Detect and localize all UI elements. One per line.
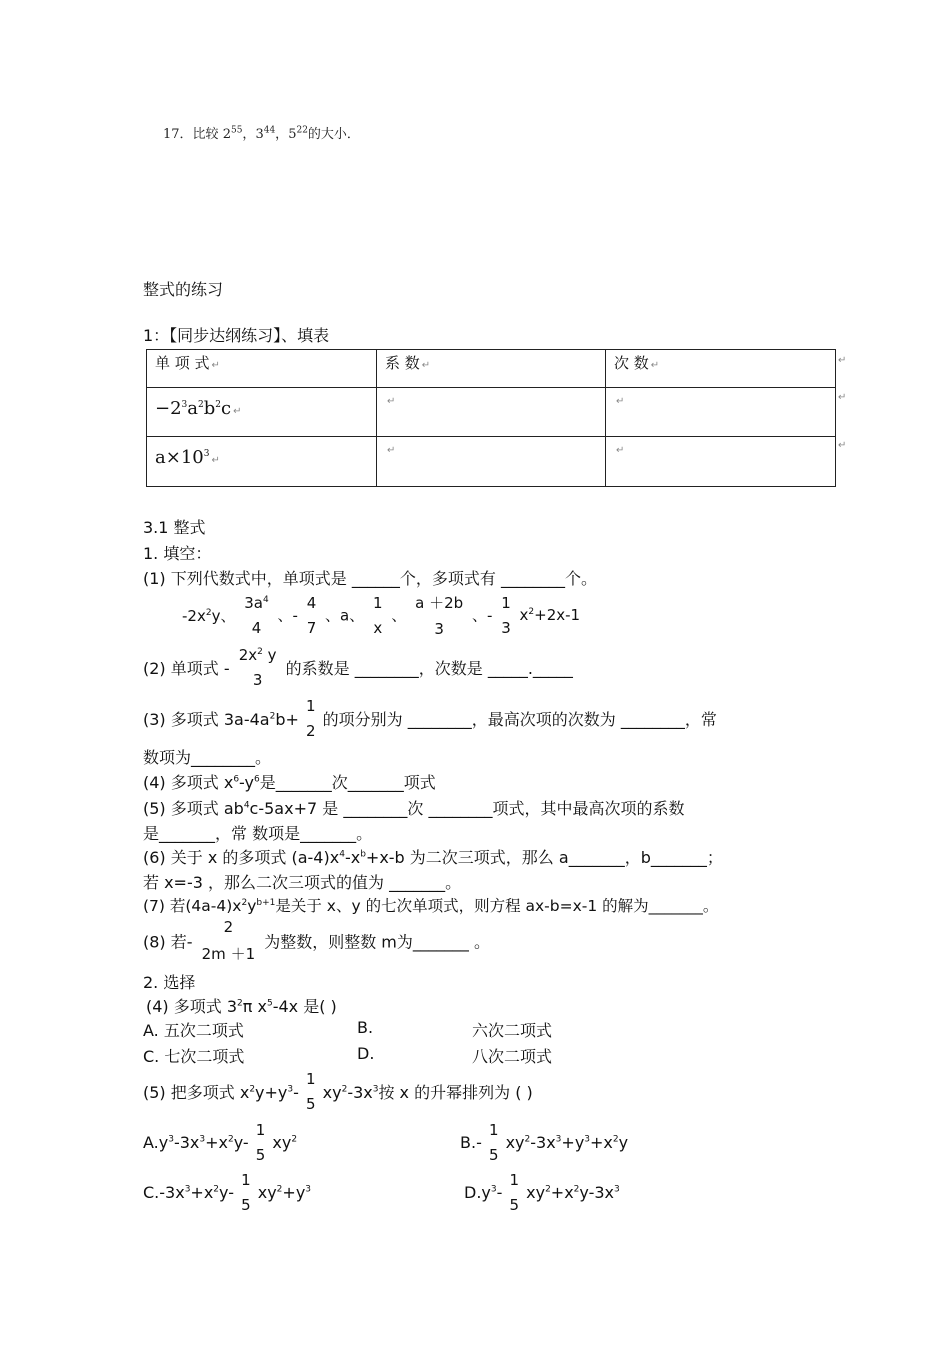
- q17-base-2: 3: [255, 127, 264, 142]
- q17-base-3: 5: [288, 127, 297, 142]
- answer-blank[interactable]: ________: [500, 569, 565, 588]
- option-d-text[interactable]: 八次二项式: [472, 1047, 553, 1066]
- table-header-cell: 单 项 式 ↵: [147, 350, 377, 388]
- choice-question-4: (4) 多项式 $3^2\pi$ $x^5-4x$ 是( ): [146, 997, 337, 1016]
- row-end-mark: ↵: [838, 440, 847, 451]
- section-1-title: 1：【同步达纲练习】、填表: [143, 326, 330, 345]
- answer-blank[interactable]: ________: [354, 659, 419, 678]
- answer-blank[interactable]: _______: [300, 824, 357, 843]
- row-end-mark: ↵: [838, 392, 847, 403]
- fraction: $3a^4$ 4: [244, 593, 269, 637]
- expression-list: $-2x^2y$、 $3a^4$ 4 、- 4 7 、a、 1 x 、 a ＋2b 3 、- 1 3 $x^2+2x-1$: [182, 593, 581, 638]
- question-8: (8) 若- 2 2m ＋1 为整数，则整数 m为_______ 。: [143, 918, 490, 963]
- option-a[interactable]: A. 五次二项式: [143, 1021, 244, 1040]
- question-6: (6) 关于 x 的多项式 $(a-4)x^4-x^b+x-b$ 为二次三项式，那么 a_______，b_______；: [143, 848, 723, 867]
- fraction: 4 7: [306, 593, 317, 637]
- option-b-text[interactable]: 六次二项式: [472, 1021, 553, 1040]
- fraction: 1 2: [305, 697, 316, 740]
- answer-blank[interactable]: _______: [648, 897, 703, 915]
- fraction: 1 3: [501, 593, 511, 637]
- answer-blank[interactable]: _____._____: [487, 659, 573, 678]
- answer-blank[interactable]: ________: [428, 799, 493, 818]
- answer-blank[interactable]: ________: [343, 799, 408, 818]
- fraction: $2x^2$ y 3: [238, 646, 277, 689]
- table-row: [147, 437, 836, 487]
- question-5: (5) 多项式 $ab^4c-5ax+7$ 是 ________次 ________项式，其中最高次项的系数: [143, 799, 685, 818]
- table-row: [147, 388, 836, 437]
- answer-blank[interactable]: _______: [568, 848, 625, 867]
- answer-blank[interactable]: ______: [351, 569, 400, 588]
- q17-exp-1: 55: [230, 125, 243, 136]
- fill-in-title: 1. 填空：: [143, 544, 212, 563]
- question-7: (7) 若$(4a-4)x^2y^{b+1}$是关于 x、y 的七次单项式，则方程 ax-b=x-1 的解为_______。: [143, 897, 719, 915]
- choice-question-5: (5) 把多项式 $x^2y+y^3-$ 1 5 $xy^2-3x^3$按 x 的升幂排列为 ( ): [143, 1070, 533, 1113]
- option-c[interactable]: $C.-3x^3+x^2y-$ 1 5 $xy^2+y^3$: [143, 1171, 312, 1214]
- table-cell-degree[interactable]: ↵: [606, 437, 836, 487]
- table-header-cell: 次 数 ↵: [606, 350, 836, 388]
- choice-title: 2. 选择: [143, 973, 196, 992]
- section-3-1-title: 3.1 整式: [143, 518, 206, 537]
- q17-prefix: 17．比较: [163, 127, 223, 142]
- fraction: 1 x: [373, 593, 383, 637]
- page-heading: 整式的练习: [143, 280, 224, 299]
- fraction: 1 5: [488, 1121, 499, 1164]
- table-cell-monomial: $a\times 10^3↵$: [147, 437, 377, 487]
- table-cell-coefficient[interactable]: ↵: [377, 388, 606, 437]
- option-c[interactable]: C. 七次二项式: [143, 1047, 245, 1066]
- option-a[interactable]: $A.y^3-3x^3+x^2y-$ 1 5 $xy^2$: [143, 1121, 298, 1164]
- fraction: a ＋2b 3: [415, 594, 464, 638]
- table-cell-monomial: $-2^3a^2b^2c$ ↵: [147, 388, 377, 437]
- q17-suffix: 的大小．: [307, 127, 360, 142]
- option-b-label[interactable]: B.: [357, 1018, 374, 1037]
- table-header-row: [147, 350, 836, 388]
- answer-blank[interactable]: _______: [389, 873, 446, 892]
- fraction: 2 2m ＋1: [201, 918, 256, 963]
- row-end-mark: ↵: [838, 355, 847, 366]
- q17-exp-3: 22: [296, 125, 308, 136]
- q17-exp-2: 44: [263, 125, 276, 136]
- fraction: 1 5: [255, 1121, 266, 1164]
- fraction: 1 5: [241, 1171, 251, 1214]
- question-3: (3) 多项式 $3a-4a^2b+$ 1 2 的项分别为 ________，最高次项的次数为 ________，常: [143, 697, 717, 740]
- answer-blank[interactable]: _______: [650, 848, 707, 867]
- fraction: 1 5: [509, 1171, 520, 1214]
- answer-blank[interactable]: ________: [191, 748, 256, 767]
- question-2: (2) 单项式 - $2x^2$ y 3 的系数是 ________，次数是 _____._____: [143, 646, 573, 689]
- question-4: (4) 多项式 $x^6-y^6$是_______次_______项式: [143, 773, 436, 792]
- table-cell-degree[interactable]: ↵: [606, 388, 836, 437]
- question-1: (1) 下列代数式中，单项式是 ______个，多项式有 ________个。: [143, 569, 597, 588]
- option-b[interactable]: B.- 1 5 $xy^2-3x^3+y^3+x^2y$: [460, 1121, 629, 1164]
- question-5-line-2: 是_______，常 数项是_______。: [143, 824, 373, 843]
- option-d[interactable]: $D.y^3-$ 1 5 $xy^2+x^2y-3x^3$: [464, 1171, 620, 1214]
- fraction: 1 5: [306, 1070, 316, 1113]
- answer-blank[interactable]: _______: [159, 824, 216, 843]
- q17-sep: ，: [275, 127, 289, 142]
- q17-base-1: 2: [222, 127, 231, 142]
- question-3-line-2: 数项为________。: [143, 748, 272, 767]
- table-cell-coefficient[interactable]: ↵: [377, 437, 606, 487]
- question-17: [163, 123, 360, 142]
- table-header-cell: 系 数 ↵: [377, 350, 606, 388]
- answer-blank[interactable]: _______: [347, 773, 404, 792]
- answer-blank[interactable]: _______: [275, 773, 332, 792]
- answer-blank[interactable]: ________: [407, 710, 472, 729]
- question-6-line-2: 若 x=-3 ，那么二次三项式的值为 _______。: [143, 873, 462, 892]
- q17-sep: ，: [242, 127, 256, 142]
- answer-blank[interactable]: _______: [412, 932, 469, 952]
- option-d-label[interactable]: D.: [357, 1044, 375, 1063]
- fill-table: [146, 349, 836, 487]
- answer-blank[interactable]: ________: [620, 710, 685, 729]
